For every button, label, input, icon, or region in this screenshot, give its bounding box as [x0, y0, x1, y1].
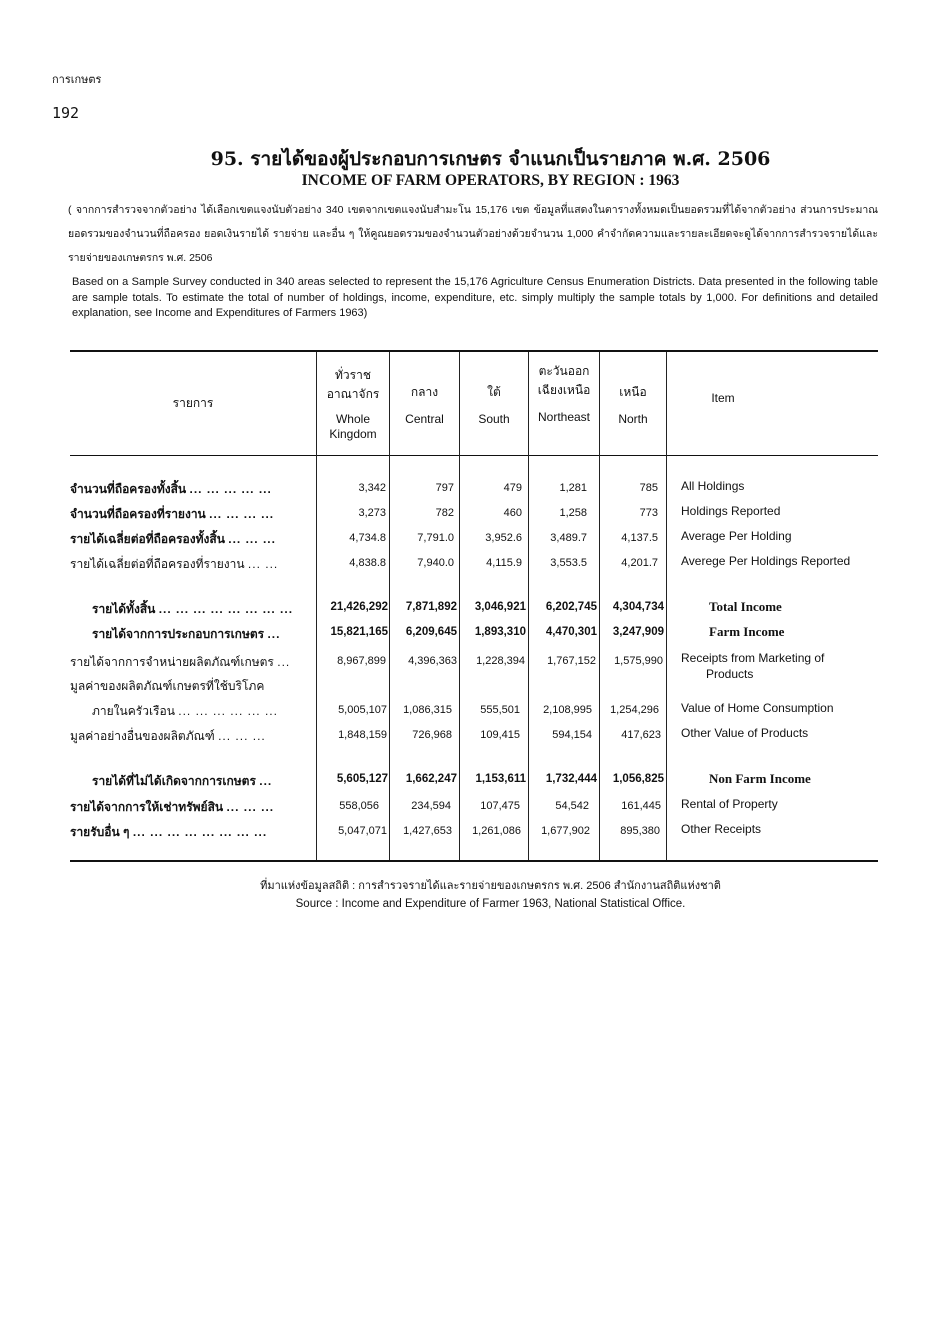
column-header-northeast: [529, 362, 599, 425]
row-label-english: Farm Income: [709, 624, 785, 639]
row-label-english: Averege Per Holdings Reported: [681, 554, 851, 568]
cell-central: 1,086,315: [403, 704, 452, 716]
row-label-english: Receipts from Marketing of: [681, 651, 825, 665]
cell-whole-kingdom: 3,273: [358, 507, 386, 519]
cell-northeast: 4,470,301: [545, 626, 597, 638]
column-header-item-english: Item: [711, 391, 735, 405]
cell-south: 1,153,611: [475, 773, 526, 785]
row-label-thai: รายได้ทั้งสิ้น ... ... ... ... ... ... ... ...: [92, 602, 294, 616]
table-title-thai: 95. รายได้ของผู้ประกอบการเกษตร จำแนกเป็นรายภาค พ.ศ. 2506: [210, 148, 771, 170]
column-header-north: [600, 385, 666, 427]
cell-whole-kingdom: 8,967,899: [337, 655, 386, 667]
cell-south: 1,228,394: [476, 655, 525, 667]
column-header-south: [460, 385, 528, 427]
cell-whole-kingdom: 5,605,127: [336, 773, 388, 785]
cell-central: 782: [435, 507, 454, 519]
table-top-rule: [70, 350, 878, 352]
cell-south: 107,475: [480, 800, 520, 812]
section-header: การเกษตร: [52, 74, 102, 86]
header-english: Northeast: [537, 410, 591, 424]
cell-northeast: 1,677,902: [541, 825, 590, 837]
cell-south: 1,261,086: [472, 825, 521, 837]
cell-northeast: 594,154: [552, 729, 592, 741]
cell-central: 4,396,363: [408, 655, 457, 667]
cell-northeast: 3,553.5: [550, 557, 587, 569]
row-label-english: Average Per Holding: [681, 529, 792, 543]
cell-whole-kingdom: 4,734.8: [349, 532, 386, 544]
cell-central: 6,209,645: [405, 626, 457, 638]
cell-north: 1,056,825: [612, 773, 664, 785]
cell-north: 4,304,734: [612, 601, 664, 613]
row-label-thai: มูลค่าของผลิตภัณฑ์เกษตรที่ใช้บริโภค: [70, 679, 265, 693]
cell-central: 797: [435, 482, 454, 494]
cell-north: 4,137.5: [621, 532, 658, 544]
cell-north: 785: [639, 482, 658, 494]
row-label-thai: รายได้เฉลี่ยต่อที่ถือครองทั้งสิ้น ... ... ...: [70, 532, 276, 546]
cell-north: 161,445: [621, 800, 661, 812]
row-label-english: Value of Home Consumption: [681, 701, 834, 715]
cell-south: 3,952.6: [485, 532, 522, 544]
row-label-thai: รายได้ที่ไม่ได้เกิดจากการเกษตร ...: [92, 774, 273, 788]
row-label-english: Rental of Property: [681, 797, 778, 811]
cell-whole-kingdom: 5,005,107: [338, 704, 387, 716]
column-header-item-thai: รายการ: [172, 396, 214, 410]
page-number: 192: [52, 104, 80, 122]
cell-central: 1,427,653: [403, 825, 452, 837]
cell-northeast: 2,108,995: [543, 704, 592, 716]
cell-north: 1,254,296: [610, 704, 659, 716]
column-header-whole-kingdom: [318, 366, 388, 442]
cell-northeast: 1,281: [559, 482, 587, 494]
header-thai: เหนือ: [619, 385, 647, 399]
row-label-thai: รายได้เฉลี่ยต่อที่ถือครองที่รายงาน ... ...: [70, 557, 279, 571]
cell-south: 479: [503, 482, 522, 494]
header-english: South: [478, 412, 510, 426]
cell-whole-kingdom: 21,426,292: [330, 601, 388, 613]
cell-central: 7,871,892: [405, 601, 457, 613]
cell-south: 4,115.9: [486, 557, 522, 569]
cell-whole-kingdom: 15,821,165: [330, 626, 388, 638]
cell-south: 1,893,310: [474, 626, 526, 638]
header-english: North: [618, 412, 648, 426]
cell-south: 3,046,921: [474, 601, 526, 613]
row-label-thai: จำนวนที่ถือครองทั้งสิ้น ... ... ... ... ...: [70, 482, 272, 496]
cell-central: 7,791.0: [417, 532, 454, 544]
row-label-thai: รายได้จากการให้เช่าทรัพย์สิน ... ... ...: [70, 800, 275, 814]
source-thai: ที่มาแห่งข้อมูลสถิติ : การสำรวจรายได้และรายจ่ายของเกษตรกร พ.ศ. 2506 สำนักงานสถิติแห่งชาติ: [260, 880, 721, 892]
cell-north: 3,247,909: [612, 626, 664, 638]
row-label-english: Total Income: [709, 599, 782, 614]
row-label-thai: มูลค่าอย่างอื่นของผลิตภัณฑ์ ... ... ...: [70, 729, 266, 743]
row-label-thai: ภายในครัวเรือน ... ... ... ... ... ...: [92, 704, 278, 718]
cell-south: 460: [503, 507, 522, 519]
header-thai: ใต้: [487, 385, 501, 399]
cell-central: 234,594: [411, 800, 451, 812]
cell-central: 1,662,247: [405, 773, 457, 785]
header-english: Central: [405, 412, 444, 426]
note-thai: ( จากการสำรวจจากตัวอย่าง ได้เลือกเขตแจงนับตัวอย่าง 340 เขตจากเขตแจงนับสำมะโน 15,176 เขต ข้อมูลที่แสดงในตารางทั้งหมดเป็นยอดรวมที่ได้จากตัวอย่าง ส่วนการประมาณยอดรวมของจำนวนที่ถือครอง ยอดเงินรายได้ รายจ่าย และอื่น ๆ ให้คูณยอดรวมของจำนวนตัวอย่างด้วยจำนวน 1,000 คำจำกัดความและรายละเอียดจะดูได้จากการสำรวจรายได้และรายจ่ายของเกษตรกร พ.ศ. 2506: [68, 204, 878, 264]
source-english: Source : Income and Expenditure of Farmer 1963, National Statistical Office.: [295, 898, 686, 910]
cell-north: 417,623: [621, 729, 661, 741]
cell-northeast: 1,732,444: [545, 773, 597, 785]
cell-central: 7,940.0: [417, 557, 454, 569]
header-thai: ทั่วราช อาณาจักร: [326, 368, 380, 401]
cell-central: 726,968: [412, 729, 452, 741]
header-thai: ตะวันออก เฉียงเหนือ: [537, 364, 591, 397]
table-bottom-rule: [70, 860, 878, 862]
row-label-thai: รายรับอื่น ๆ ... ... ... ... ... ... ... ...: [70, 825, 268, 839]
column-header-central: [390, 385, 459, 427]
cell-northeast: 1,258: [559, 507, 587, 519]
row-label-english: Holdings Reported: [681, 504, 781, 518]
row-label-thai: รายได้จากการจำหน่ายผลิตภัณฑ์เกษตร ...: [70, 655, 291, 669]
cell-whole-kingdom: 3,342: [358, 482, 386, 494]
cell-south: 109,415: [480, 729, 520, 741]
cell-whole-kingdom: 5,047,071: [338, 825, 387, 837]
column-divider: [666, 352, 667, 860]
cell-whole-kingdom: 4,838.8: [349, 557, 386, 569]
row-label-english: Non Farm Income: [709, 771, 811, 786]
row-label-english: Other Value of Products: [681, 726, 809, 740]
cell-northeast: 1,767,152: [547, 655, 596, 667]
cell-north: 1,575,990: [614, 655, 663, 667]
cell-south: 555,501: [480, 704, 520, 716]
row-label-english-continued: Products: [706, 667, 754, 681]
cell-northeast: 54,542: [555, 800, 589, 812]
note-english: Based on a Sample Survey conducted in 340 areas selected to represent the 15,176 Agriculture Census Enumeration Districts. Data presented in the following table are sample totals. To estimate the total of number of holdings, income, expenditure, etc. simply multiply the sample totals by 1,000. For definitions and detailed explanation, see Income and Expenditures of Farmers 1963): [72, 276, 878, 319]
header-english: Whole Kingdom: [329, 412, 377, 441]
cell-north: 773: [639, 507, 658, 519]
row-label-english: All Holdings: [681, 479, 745, 493]
cell-north: 895,380: [620, 825, 660, 837]
row-label-thai: รายได้จากการประกอบการเกษตร ...: [92, 627, 281, 641]
cell-whole-kingdom: 1,848,159: [338, 729, 387, 741]
cell-north: 4,201.7: [621, 557, 658, 569]
table-title-english: INCOME OF FARM OPERATORS, BY REGION : 1963: [301, 172, 680, 189]
row-label-thai: จำนวนที่ถือครองที่รายงาน ... ... ... ...: [70, 507, 275, 521]
cell-northeast: 3,489.7: [550, 532, 587, 544]
cell-northeast: 6,202,745: [545, 601, 597, 613]
cell-whole-kingdom: 558,056: [339, 800, 379, 812]
header-thai: กลาง: [410, 385, 439, 399]
row-label-english: Other Receipts: [681, 822, 762, 836]
table-header-rule: [70, 455, 878, 456]
